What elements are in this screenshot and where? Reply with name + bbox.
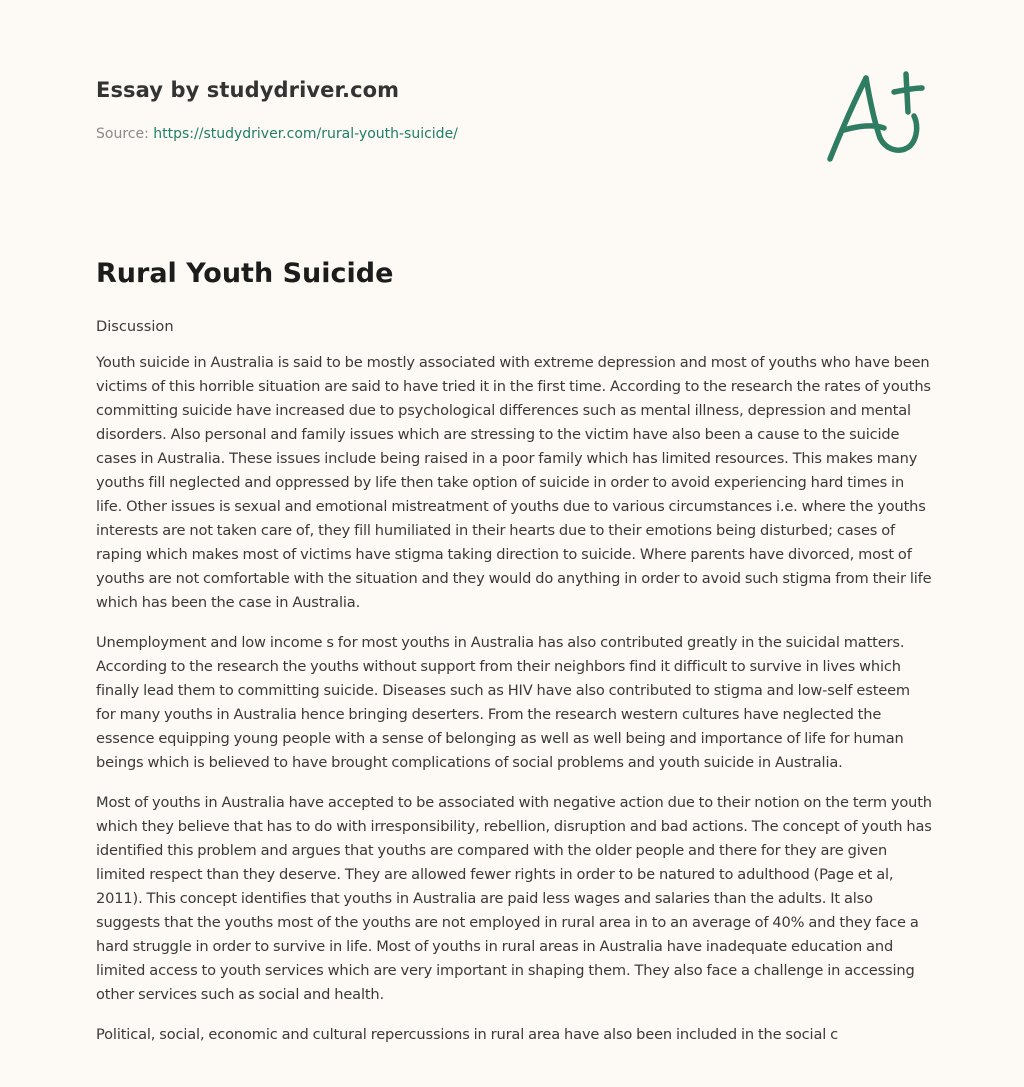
paragraph: Unemployment and low income s for most youths in Australia has also contributed greatly in the suicidal matters. According to the research the youths without support from their neighbors find it difficult to survive in lives which finally lead them to committing suicide. Diseases such as HIV have also contributed to stigma and low-self esteem for many youths in Australia hence bringing deserters. From the research western cultures have neglected the essence equipping young people with a sense of belonging as well as well being and importance of life for human beings which is believed to have brought complications of social problems and youth suicide in Australia.: [96, 634, 910, 771]
source-label: Source:: [96, 126, 149, 142]
essay-header: [96, 76, 928, 144]
paragraph: Youth suicide in Australia is said to be mostly associated with extreme depression and most of youths who have been victims of this horrible situation are said to have tried it in the first time. According to the research the rates of youths committing suicide have increased due to psychological differences such as mental illness, depression and mental disorders. Also personal and family issues which are stressing to the victim have also been a cause to the suicide cases in Australia. These issues include being raised in a poor family which has limited resources. This makes many youths fill neglected and oppressed by life then take option of suicide in order to avoid experiencing hard times in life. Other issues is sexual and emotional mistreatment of youths due to various circumstances i.e. where the youths interests are not taken care of, they fill humiliated in their hearts due to their emotions being disturbed; cases of raping which makes most of victims have stigma taking direction to suicide. Where parents have divorced, most of youths are not comfortable with the situation and they would do anything in order to avoid such stigma from their life which has been the case in Australia.: [96, 354, 932, 611]
paragraph: Most of youths in Australia have accepted to be associated with negative action due to their notion on the term youth which they believe that has to do with irresponsibility, rebellion, disruption and bad actions. The concept of youth has identified this problem and argues that youths are compared with the older people and there for they are given limited respect than they deserve. They are allowed fewer rights in order to be natured to adulthood (Page et al, 2011). This concept identifies that youths in Australia are paid less wages and salaries than the adults. It also suggests that the youths most of the youths are not employed in rural area in to an average of 40% and they face a hard struggle in order to survive in life. Most of youths in rural areas in Australia have inadequate education and limited access to youth services which are very important in shaping them. They also face a challenge in accessing other services such as social and health.: [96, 794, 932, 1003]
paragraph: Political, social, economic and cultural repercussions in rural area have also been included in the social c: [96, 1026, 839, 1043]
source-line: [96, 124, 928, 144]
document-title: Rural Youth Suicide: [96, 258, 394, 289]
brand-title: Essay by studydriver.com: [96, 78, 400, 102]
a-plus-grade-icon: [822, 66, 930, 166]
section-heading: Discussion: [96, 318, 174, 335]
source-link[interactable]: https://studydriver.com/rural-youth-suicide/: [153, 126, 458, 142]
essay-body: [96, 315, 932, 1063]
